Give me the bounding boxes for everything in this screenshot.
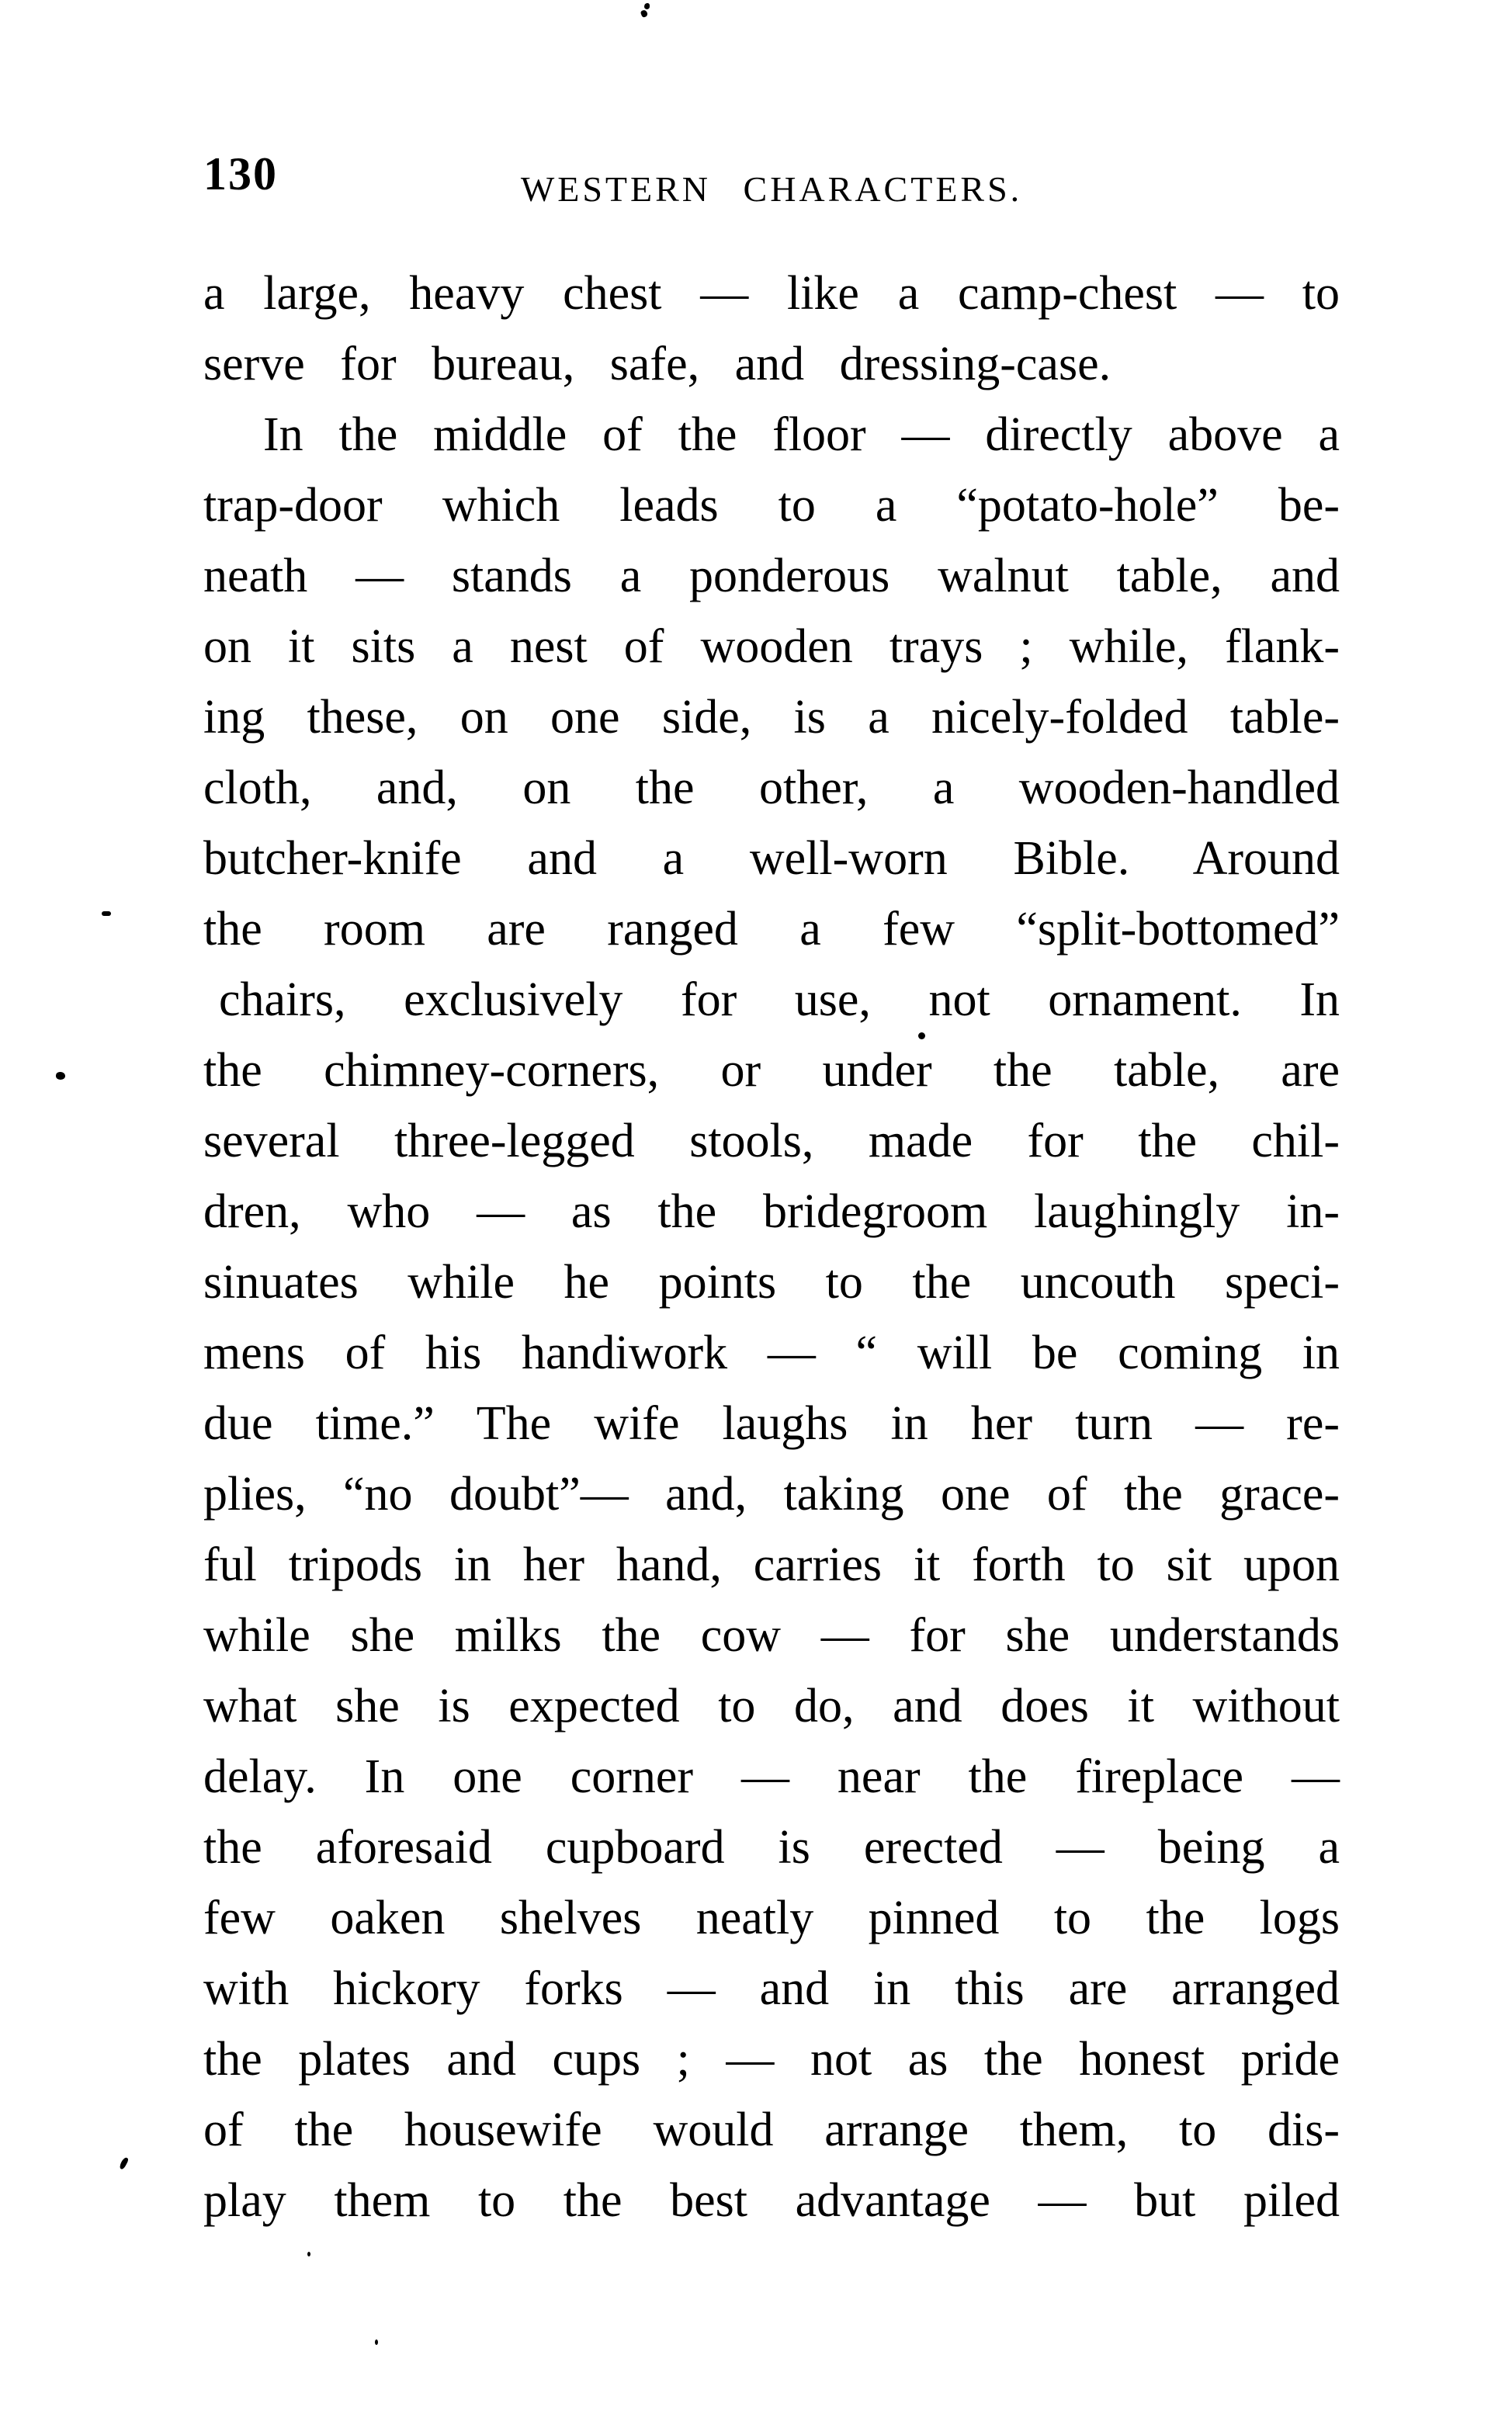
text-line: while she milks the cow — for she understands [203, 1609, 1340, 1662]
text-line: due time.” The wife laughs in her turn — re- [203, 1397, 1340, 1450]
text-line: trap-door which leads to a “potato-hole” be- [203, 479, 1340, 532]
text-line: delay. In one corner — near the fireplace — [203, 1750, 1340, 1803]
text-line: In the middle of the floor — directly above a [263, 408, 1340, 461]
text-line: mens of his handiwork — “ will be coming in [203, 1327, 1340, 1379]
ink-speck [119, 2156, 130, 2169]
text-line: the room are ranged a few “split-bottomed” [203, 903, 1340, 956]
ink-speck [56, 1072, 65, 1080]
ink-speck [102, 911, 111, 916]
ink-speck [307, 2252, 310, 2256]
text-line: plies, “no doubt”— and, taking one of the grace- [203, 1468, 1340, 1521]
page-number: 130 [203, 148, 278, 199]
text-line: neath — stands a ponderous walnut table, and [203, 550, 1340, 602]
body-text [203, 258, 1340, 2236]
text-line: a large, heavy chest — like a camp-chest — to [203, 267, 1340, 320]
ink-speck [918, 1032, 925, 1039]
text-line: few oaken shelves neatly pinned to the logs [203, 1892, 1340, 1944]
text-line: chairs, exclusively for use, not ornament. In [219, 973, 1340, 1026]
text-line: of the housewife would arrange them, to dis- [203, 2104, 1340, 2156]
text-line: cloth, and, on the other, a wooden-handled [203, 761, 1340, 814]
text-line: the chimney-corners, or under the table, are [203, 1044, 1340, 1097]
text-line: butcher-knife and a well-worn Bible. Around [203, 832, 1340, 885]
ink-speck [640, 9, 649, 18]
text-line: what she is expected to do, and does it without [203, 1680, 1340, 1732]
running-header: WESTERN CHARACTERS. [520, 169, 1023, 209]
text-line: play them to the best advantage — but piled [203, 2174, 1340, 2227]
text-line: serve for bureau, safe, and dressing-case. [203, 338, 1111, 390]
ink-speck [375, 2339, 378, 2345]
text-line: ing these, on one side, is a nicely-folded table- [203, 691, 1340, 744]
ink-speck [644, 3, 650, 9]
text-line: ful tripods in her hand, carries it forth to sit upon [203, 1538, 1340, 1591]
text-line: the plates and cups ; — not as the honest pride [203, 2033, 1340, 2086]
text-line: sinuates while he points to the uncouth speci- [203, 1256, 1340, 1309]
text-line: on it sits a nest of wooden trays ; while, flank- [203, 620, 1340, 673]
text-line: with hickory forks — and in this are arranged [203, 1962, 1340, 2015]
text-line: the aforesaid cupboard is erected — being a [203, 1821, 1340, 1874]
text-line: dren, who — as the bridegroom laughingly in- [203, 1185, 1340, 1238]
text-line: several three-legged stools, made for the chil- [203, 1115, 1340, 1167]
